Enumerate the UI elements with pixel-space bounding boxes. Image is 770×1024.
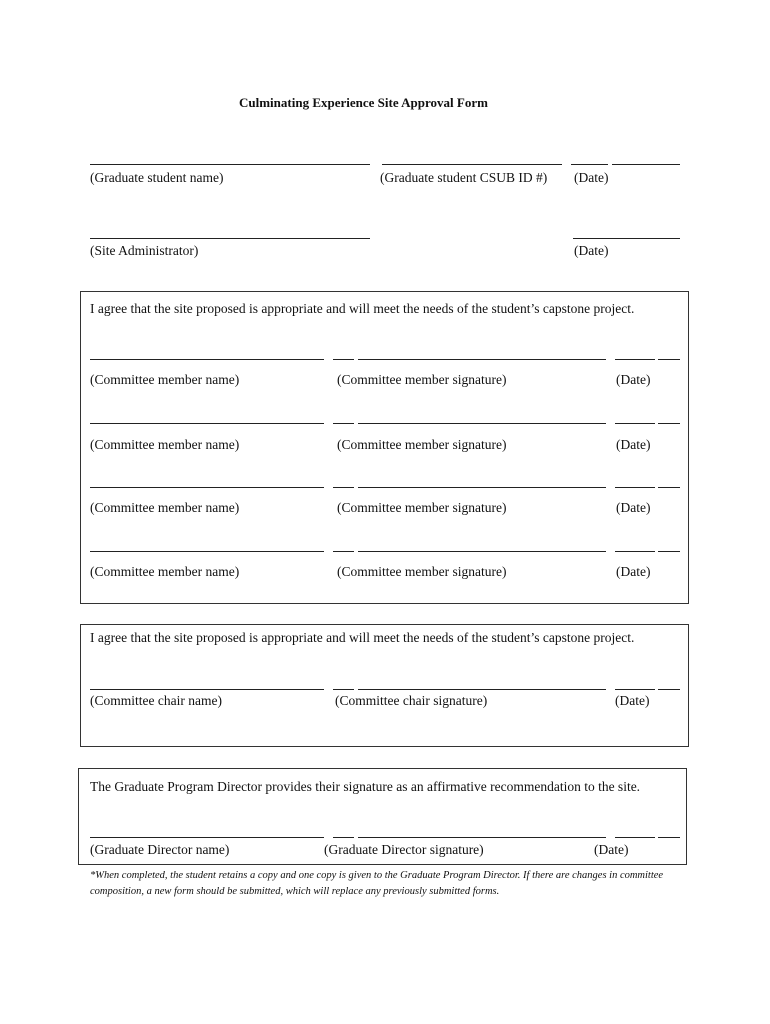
director-date-line-b[interactable] bbox=[658, 837, 680, 838]
committee-gap-line[interactable] bbox=[333, 551, 354, 552]
chair-date-line-a[interactable] bbox=[615, 689, 655, 690]
director-name-label: (Graduate Director name) bbox=[90, 842, 230, 857]
student-id-line[interactable] bbox=[382, 164, 562, 165]
committee-name-label: (Committee member name) bbox=[90, 500, 240, 515]
director-signature-line[interactable] bbox=[358, 837, 606, 838]
committee-name-label: (Committee member name) bbox=[90, 372, 240, 387]
committee-date-line-a[interactable] bbox=[615, 487, 655, 488]
director-name-line[interactable] bbox=[90, 837, 324, 838]
committee-date-line-b[interactable] bbox=[658, 551, 680, 552]
committee-date-line-a[interactable] bbox=[615, 551, 655, 552]
footnote: *When completed, the student retains a copy and one copy is given to the Graduate Program Director. If there are changes in committee composition, a new form should be submitted, which will replace any previously submitted forms. bbox=[90, 870, 664, 897]
committee-signature-label: (Committee member signature) bbox=[337, 372, 507, 387]
committee-signature-line[interactable] bbox=[358, 487, 606, 488]
chair-name-line[interactable] bbox=[90, 689, 324, 690]
director-statement: The Graduate Program Director provides their signature as an affirmative recommendation to the site. bbox=[90, 779, 641, 794]
form-title: Culminating Experience Site Approval Form bbox=[239, 95, 488, 110]
chair-signature-label: (Committee chair signature) bbox=[335, 693, 488, 708]
committee-date-line-a[interactable] bbox=[615, 359, 655, 360]
site-admin-date-label: (Date) bbox=[574, 243, 609, 258]
committee-name-label: (Committee member name) bbox=[90, 437, 240, 452]
chair-gap-line[interactable] bbox=[333, 689, 354, 690]
committee-name-line[interactable] bbox=[90, 487, 324, 488]
site-admin-label: (Site Administrator) bbox=[90, 243, 199, 258]
committee-signature-label: (Committee member signature) bbox=[337, 564, 507, 579]
student-date-label: (Date) bbox=[574, 170, 609, 185]
committee-gap-line[interactable] bbox=[333, 359, 354, 360]
committee-date-line-a[interactable] bbox=[615, 423, 655, 424]
committee-date-line-b[interactable] bbox=[658, 487, 680, 488]
director-gap-line[interactable] bbox=[333, 837, 354, 838]
committee-date-label: (Date) bbox=[616, 437, 651, 452]
committee-gap-line[interactable] bbox=[333, 487, 354, 488]
chair-statement: I agree that the site proposed is appropriate and will meet the needs of the student’s capstone project. bbox=[90, 630, 635, 645]
student-name-label: (Graduate student name) bbox=[90, 170, 224, 185]
chair-name-label: (Committee chair name) bbox=[90, 693, 222, 708]
committee-name-line[interactable] bbox=[90, 551, 324, 552]
committee-signature-label: (Committee member signature) bbox=[337, 437, 507, 452]
committee-gap-line[interactable] bbox=[333, 423, 354, 424]
site-admin-line[interactable] bbox=[90, 238, 370, 239]
committee-date-label: (Date) bbox=[616, 500, 651, 515]
committee-statement: I agree that the site proposed is appropriate and will meet the needs of the student’s capstone project. bbox=[90, 301, 635, 316]
committee-date-label: (Date) bbox=[616, 372, 651, 387]
committee-date-line-b[interactable] bbox=[658, 359, 680, 360]
student-date-line-b[interactable] bbox=[612, 164, 680, 165]
student-name-line[interactable] bbox=[90, 164, 370, 165]
committee-date-label: (Date) bbox=[616, 564, 651, 579]
student-id-label: (Graduate student CSUB ID #) bbox=[380, 170, 548, 185]
site-admin-date-line[interactable] bbox=[573, 238, 680, 239]
committee-signature-label: (Committee member signature) bbox=[337, 500, 507, 515]
committee-signature-line[interactable] bbox=[358, 359, 606, 360]
chair-signature-line[interactable] bbox=[358, 689, 606, 690]
chair-date-label: (Date) bbox=[615, 693, 650, 708]
student-date-line-a[interactable] bbox=[571, 164, 608, 165]
committee-name-label: (Committee member name) bbox=[90, 564, 240, 579]
committee-name-line[interactable] bbox=[90, 359, 324, 360]
director-date-line-a[interactable] bbox=[615, 837, 655, 838]
chair-date-line-b[interactable] bbox=[658, 689, 680, 690]
director-signature-label: (Graduate Director signature) bbox=[324, 842, 484, 857]
director-date-label: (Date) bbox=[594, 842, 629, 857]
committee-signature-line[interactable] bbox=[358, 551, 606, 552]
committee-name-line[interactable] bbox=[90, 423, 324, 424]
committee-signature-line[interactable] bbox=[358, 423, 606, 424]
committee-date-line-b[interactable] bbox=[658, 423, 680, 424]
